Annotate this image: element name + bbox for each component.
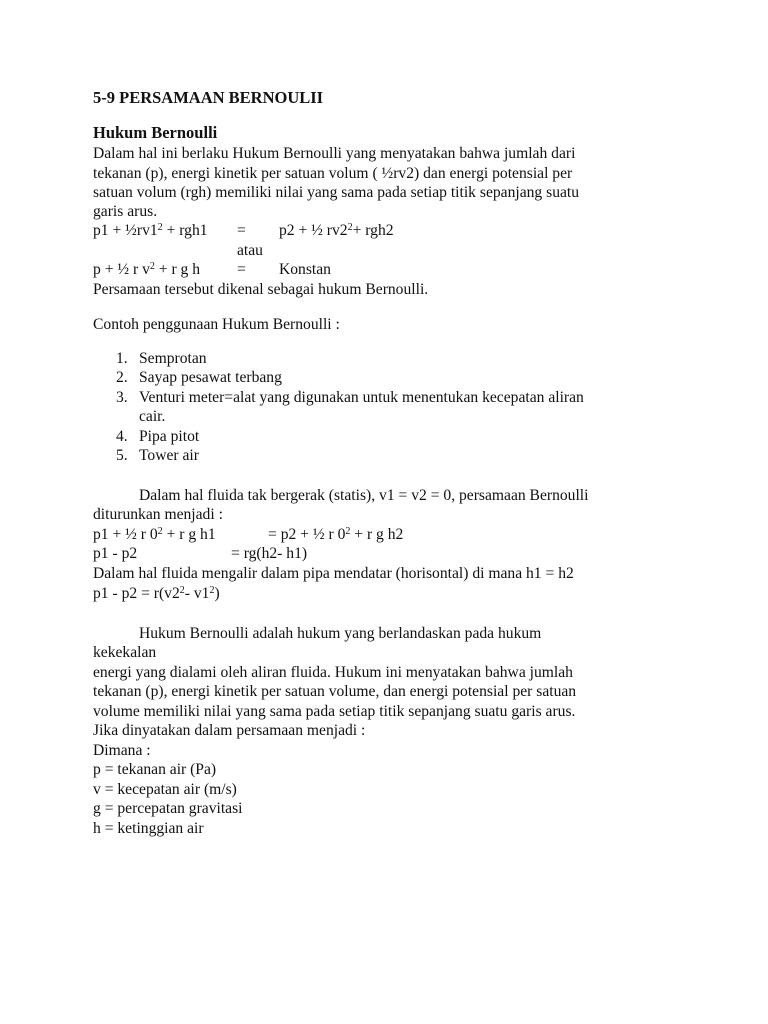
definition-item: g = percepatan gravitasi xyxy=(93,800,243,817)
paragraph-2-line: tekanan (p), energi kinetik per satuan volume, dan energi potensial per satuan xyxy=(93,683,577,700)
paragraph-2-line: energi yang dialami oleh aliran fluida. Hukum ini menyatakan bahwa jumlah xyxy=(93,664,573,681)
paragraph-line: satuan volum (rgh) memiliki nilai yang sama pada setiap titik sepanjang suatu xyxy=(93,184,580,201)
closing-sentence: Persamaan tersebut dikenal sebagai hukum Bernoulli. xyxy=(93,281,429,298)
equation-3-lhs: p1 + ½ r $0^2 + r$ g h1 xyxy=(93,526,216,543)
paragraph-line: tekanan (p), energi kinetik per satuan volum ( ½rv2) dan energi potensial per xyxy=(93,165,573,182)
atau-label: atau xyxy=(237,242,263,259)
equation-1-equals: = xyxy=(237,222,246,239)
paragraph-2-line: kekekalan xyxy=(93,644,157,661)
list-item-continuation: cair. xyxy=(139,408,166,425)
definition-item: h = ketinggian air xyxy=(93,820,204,837)
list-number: 1. xyxy=(116,350,128,367)
paragraph-line: garis arus. xyxy=(93,203,158,220)
list-item: Pipa pitot xyxy=(139,428,200,445)
definition-item: p = tekanan air (Pa) xyxy=(93,761,217,778)
equation-4-lhs: p1 - p2 xyxy=(93,545,138,562)
paragraph-2-line: Jika dinyatakan dalam persamaan menjadi : xyxy=(93,722,366,739)
paragraph-2-line: Dimana : xyxy=(93,742,151,759)
paragraph-2-line: volume memiliki nilai yang sama pada setiap titik sepanjang suatu garis arus. xyxy=(93,703,576,720)
equation-3-rhs: = p2 + ½ r $0^2 + r$ g h2 xyxy=(268,526,404,543)
static-paragraph-line: Dalam hal fluida tak bergerak (statis), v1 = v2 = 0, persamaan Bernoulli xyxy=(139,487,589,504)
list-number: 5. xyxy=(116,447,128,464)
list-number: 3. xyxy=(116,389,128,406)
equation-2-lhs: p + ½ r $v^2 + r$ g h xyxy=(93,261,201,278)
list-item: Semprotan xyxy=(139,350,207,367)
examples-intro: Contoh penggunaan Hukum Bernoulli : xyxy=(93,316,340,333)
list-number: 4. xyxy=(116,428,128,445)
equation-1-rhs: p2 + ½ $rv2^2+ rgh2$ xyxy=(279,222,394,239)
paragraph-2-line: Hukum Bernoulli adalah hukum yang berlandaskan pada hukum xyxy=(139,625,542,642)
equation-2-equals: = xyxy=(237,261,246,278)
list-item: Tower air xyxy=(139,447,199,464)
definition-item: v = kecepatan air (m/s) xyxy=(93,781,237,798)
list-number: 2. xyxy=(116,369,128,386)
equation-2-rhs: Konstan xyxy=(279,261,331,278)
horizontal-pipe-line: Dalam hal fluida mengalir dalam pipa mendatar (horisontal) di mana h1 = h2 xyxy=(93,565,574,582)
list-item: Sayap pesawat terbang xyxy=(139,369,282,386)
equation-5: $p1 - p2 = r(v2^2-$ $v1^2$) xyxy=(93,585,220,602)
static-paragraph-line: diturunkan menjadi : xyxy=(93,506,223,523)
paragraph-line: Dalam hal ini berlaku Hukum Bernoulli yang menyatakan bahwa jumlah dari xyxy=(93,145,576,162)
section-heading: Hukum Bernoulli xyxy=(93,123,218,142)
page-title: 5-9 PERSAMAAN BERNOULII xyxy=(93,88,324,107)
equation-4-rhs: = rg(h2- h1) xyxy=(231,545,308,562)
equation-1-lhs: $p1 + \frac{1}{2}rv1^2 + rgh1$ xyxy=(93,222,208,239)
list-item: Venturi meter=alat yang digunakan untuk menentukan kecepatan aliran xyxy=(139,389,584,406)
